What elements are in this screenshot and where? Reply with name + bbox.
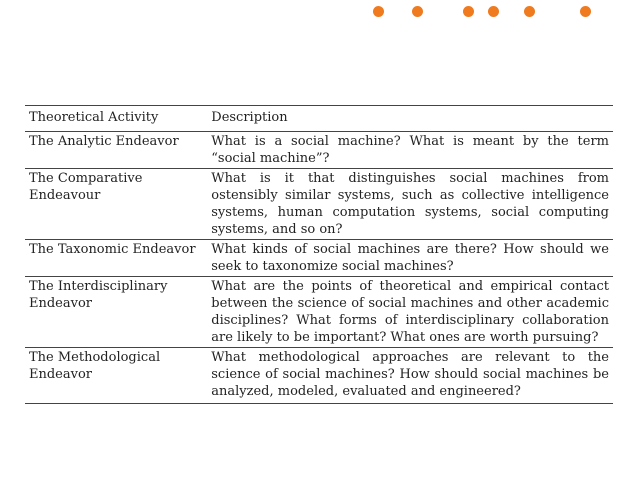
activity-cell: The Taxonomic Endeavor: [25, 240, 207, 277]
orange-dot: [463, 6, 474, 17]
description-cell: What kinds of social machines are there? How should we seek to taxonomize social machines?: [207, 240, 613, 277]
activity-cell: The Analytic Endeavor: [25, 132, 207, 169]
table-row: [25, 132, 613, 169]
activity-cell: The Comparative Endeavour: [25, 169, 207, 240]
orange-dot: [488, 6, 499, 17]
activity-cell: The Interdisciplinary Endeavor: [25, 277, 207, 348]
table-header-row: [25, 106, 613, 132]
activity-cell: The Methodological Endeavor: [25, 348, 207, 404]
description-cell: What are the points of theoretical and empirical contact between the science of social machines and other academic disciplines? What forms of interdisciplinary collaboration are likely to be important? What ones are worth pursuing?: [207, 277, 613, 348]
header-activity: Theoretical Activity: [25, 106, 207, 132]
orange-dot: [412, 6, 423, 17]
description-cell: What is a social machine? What is meant by the term “social machine”?: [207, 132, 613, 169]
orange-dot: [524, 6, 535, 17]
decorative-dots: [0, 0, 638, 30]
table-row: [25, 240, 613, 277]
description-cell: What is it that distinguishes social machines from ostensibly similar systems, such as collective intelligence systems, human computation systems, social computing systems, and so on?: [207, 169, 613, 240]
header-description: Description: [207, 106, 613, 132]
table-row: [25, 348, 613, 404]
table-row: [25, 169, 613, 240]
orange-dot: [373, 6, 384, 17]
table-row: [25, 277, 613, 348]
orange-dot: [580, 6, 591, 17]
description-cell: What methodological approaches are relevant to the science of social machines? How should social machines be analyzed, modeled, evaluated and engineered?: [207, 348, 613, 404]
theoretical-activities-table: [25, 105, 613, 404]
